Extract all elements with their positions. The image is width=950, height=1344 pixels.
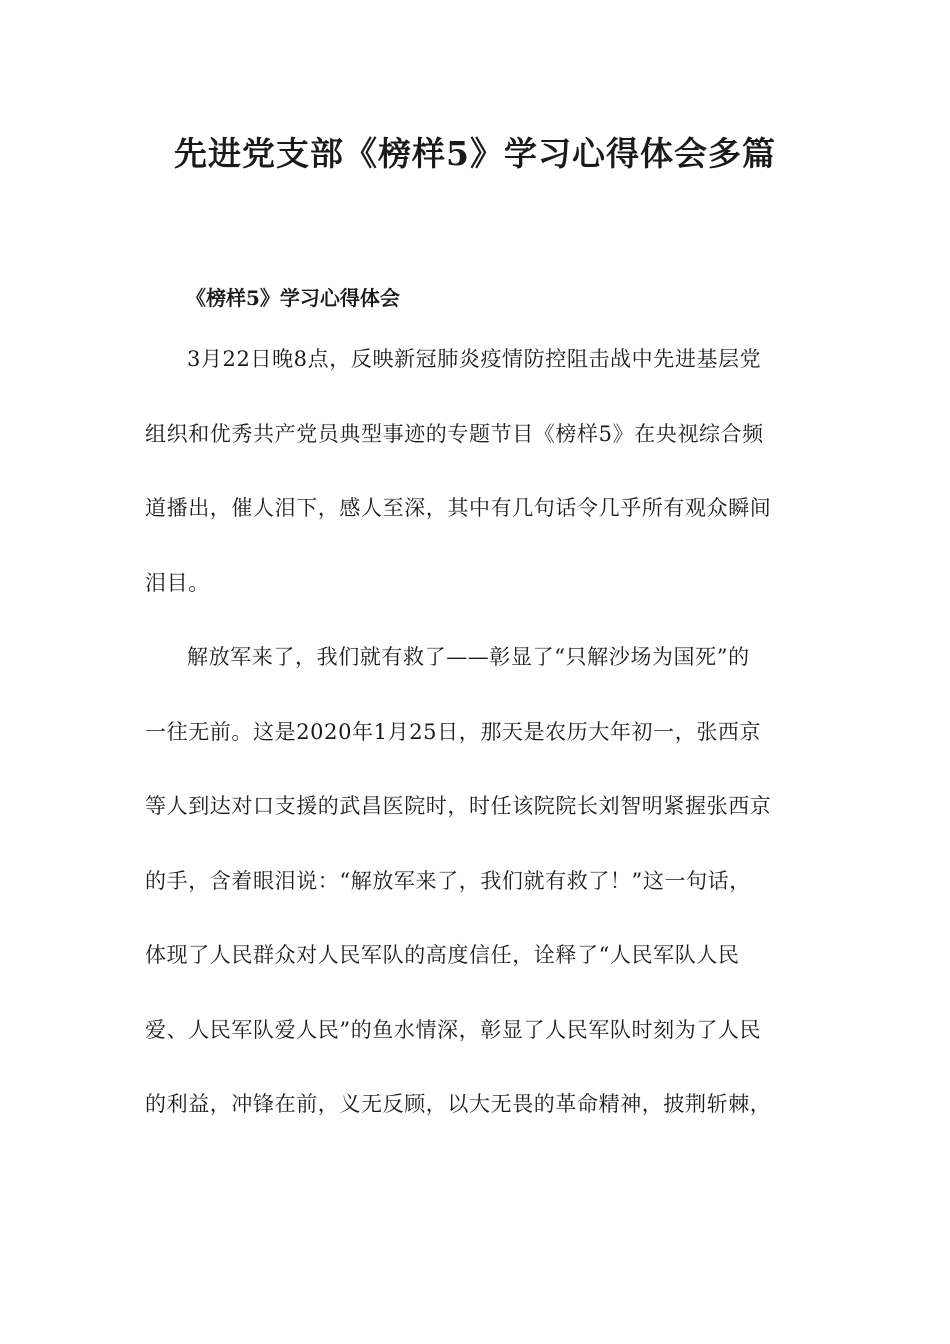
paragraph-line: 等人到达对口支援的武昌医院时，时任该院院长刘智明紧握张西京	[145, 794, 772, 818]
paragraph-line: 体现了人民群众对人民军队的高度信任，诠释了“人民军队人民	[145, 943, 740, 967]
paragraph-line: 一往无前。这是2020年1月25日，那天是农历大年初一，张西京	[145, 719, 762, 744]
paragraph-line: 爱、人民军队爱人民”的鱼水情深，彰显了人民军队时刻为了人民	[145, 1017, 762, 1042]
paragraph-line: 泪目。	[145, 570, 210, 595]
paragraph-line: 3月22日晚8点，反映新冠肺炎疫情防控阻击战中先进基层党	[187, 347, 762, 371]
document-title: 先进党支部《榜样5》学习心得体会多篇	[174, 134, 776, 173]
paragraph-line: 组织和优秀共产党员典型事迹的专题节目《榜样5》在央视综合频	[145, 421, 764, 446]
paragraph-line: 的利益，冲锋在前，义无反顾，以大无畏的革命精神，披荆斩棘，	[145, 1092, 772, 1116]
document-body	[145, 344, 795, 1164]
paragraph-line: 的手，含着眼泪说：“解放军来了，我们就有救了！”这一句话，	[145, 868, 751, 893]
paragraph-line: 道播出，催人泪下，感人至深，其中有几句话令几乎所有观众瞬间	[145, 496, 772, 520]
paragraph-line: 解放军来了，我们就有救了——彰显了“只解沙场为国死”的	[187, 645, 750, 669]
section-heading: 《榜样5》学习心得体会	[186, 286, 400, 310]
